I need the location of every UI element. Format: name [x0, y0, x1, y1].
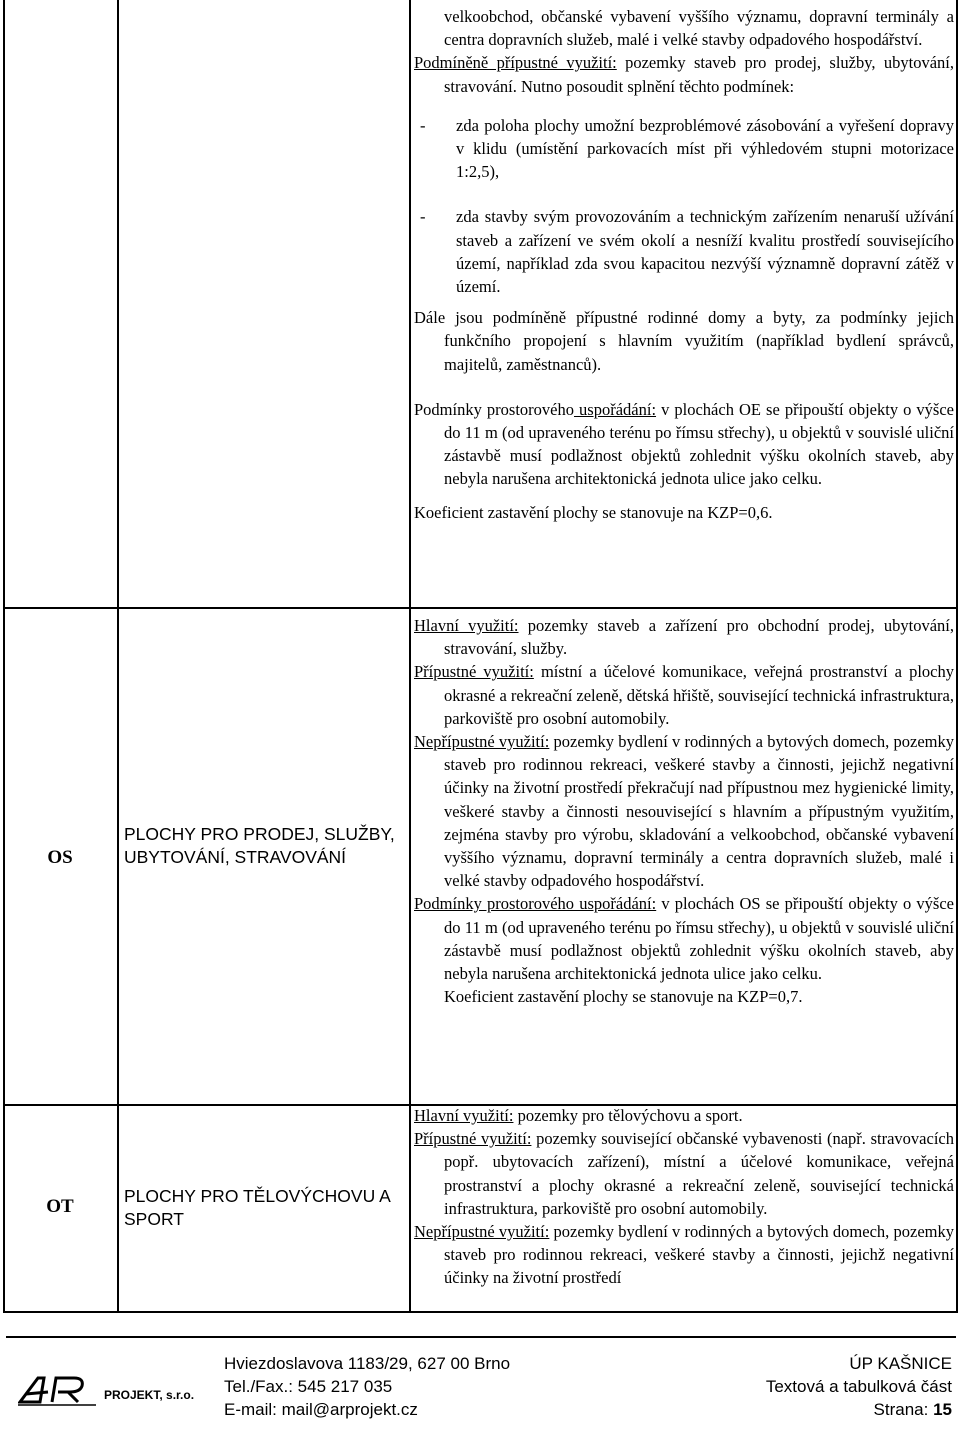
- row-name-ot: PLOCHY PRO TĚLOVÝCHOVU A SPORT: [124, 1186, 390, 1229]
- page-label: Strana:: [873, 1400, 934, 1419]
- continuation-text: [414, 5, 954, 51]
- forbidden-use-label: Nepřípustné využití:: [414, 732, 550, 752]
- main-use-label: Hlavní využití:: [414, 1106, 514, 1125]
- row-code-ot: OT: [46, 1196, 74, 1217]
- continuation-cell: [414, 5, 954, 524]
- spatial-label: Podmínky prostorového uspořádání:: [414, 894, 657, 914]
- page-indicator: [766, 1398, 952, 1421]
- spatial-conditions: [414, 892, 954, 985]
- table-col1-divider: [117, 0, 119, 1312]
- footer-address-block: [224, 1352, 510, 1421]
- allowed-use-text: místní a účelové komunikace, veřejná prostranství a plochy okrasné a rekreační zeleně, dětská hřiště, související technická infrastruktura, parkoviště pro osobní automobily.: [444, 662, 955, 728]
- spatial-label-b: uspořádání:: [573, 399, 657, 419]
- company-logo: [18, 1372, 198, 1412]
- forbidden-use-text: pozemky bydlení v rodinných a bytových domech, pozemky staveb pro rodinnou rekreaci, veškeré stavby a činnosti, jejichž negativní účinky na životní prostředí: [444, 1222, 954, 1288]
- conditional-use-text: pozemky staveb pro prodej, služby, ubytování, stravování. Nutno posoudit splnění těchto podmínek:: [444, 53, 955, 96]
- main-use: [414, 1104, 954, 1127]
- spatial-text: v plochách OS se připouští objekty o výšce do 11 m (od upraveného terénu po římsu střechy), u objektů v souvislé uliční zástavbě musí podlažnost objektů zohlednit výšku okolních staveb, aby nebyla narušena architektonická jednota ulice jako celku.: [444, 894, 954, 984]
- condition-bullet: [414, 205, 954, 298]
- continuation-line: velkoobchod, občanské vybavení vyššího významu, dopravní terminály a centra dopravních služeb, malé i velké stavby odpadového hospodářství.: [444, 7, 954, 50]
- main-use-text: pozemky pro tělovýchovu a sport.: [513, 1106, 743, 1125]
- row-code-os: OS: [47, 847, 73, 868]
- bullet-dash: -: [420, 115, 426, 135]
- forbidden-use-label: Nepřípustné využití:: [414, 1222, 550, 1242]
- forbidden-use: [414, 1220, 954, 1290]
- allowed-use-label: Přípustné využití:: [414, 1129, 532, 1149]
- allowed-use-text: pozemky související občanské vybavenosti (např. stravovacích popř. ubytovacích zařízení), místní a účelové komunikace, veřejná prostranství a plochy okrasné a rekreační zeleně, související technická infrastruktura, parkoviště pro osobní automobily.: [444, 1129, 954, 1218]
- forbidden-use-text: pozemky bydlení v rodinných a bytových domech, pozemky staveb pro rodinnou rekreaci, veškeré stavby a činnosti, jejichž negativní účinky na životní prostředí překračují nad přípustnou mez hygienické limity, veškeré stavby a činnosti nesouvisející s hlavním a přípustným využitím, zejména stavby pro výrobu, skladování a velkoobchod, občanské vybavení vyššího významu, dopravní terminály a centra dopravních služeb, malé i velké stavby odpadového hospodářství.: [444, 732, 954, 891]
- email: E-mail: mail@arprojekt.cz: [224, 1400, 418, 1419]
- main-use-text: pozemky staveb a zařízení pro obchodní prodej, ubytování, stravování, služby.: [444, 616, 954, 659]
- conditional-use: [414, 51, 954, 97]
- table-col2-divider: [409, 0, 411, 1312]
- spatial-label-a: Podmínky prostorového: [414, 399, 574, 419]
- coefficient: Koeficient zastavění plochy se stanovuje na KZP=0,7.: [444, 987, 803, 1007]
- table-bottom-border: [3, 1311, 958, 1313]
- logo-text: PROJEKT, s.r.o.: [104, 1388, 195, 1402]
- bullet-text: zda poloha plochy umožní bezproblémové zásobování a vyřešení dopravy v klidu (umístění parkovacích míst při výhledovém stupni motorizace 1:2,5),: [456, 115, 954, 182]
- bullet-dash: -: [420, 207, 426, 227]
- allowed-use: [414, 1127, 954, 1220]
- table-right-border: [956, 0, 958, 1312]
- condition-bullet: [414, 114, 954, 184]
- footer-document-info: [766, 1352, 952, 1421]
- bullet-text: zda stavby svým provozováním a technickým zařízením nenaruší užívání staveb a zařízení ve svém okolí a nesníží kvalitu prostředí souvisejícího území, například zda svou kapacitou nezvýší významně dopravní zátěž v území.: [456, 207, 954, 297]
- row-name-os: PLOCHY PRO PRODEJ, SLUŽBY, UBYTOVÁNÍ, STRAVOVÁNÍ: [124, 824, 395, 867]
- spatial-text: v plochách OE se připouští objekty o výšce do 11 m (od upraveného terénu po římsu střechy), u objektů v souvislé uliční zástavbě musí podlažnost objektů zohlednit výšku okolních staveb, aby nebyla narušena architektonická jednota ulice jako celku.: [444, 399, 955, 489]
- spatial-conditions: [414, 398, 954, 491]
- phone: Tel./Fax.: 545 217 035: [224, 1377, 393, 1396]
- allowed-use: [414, 660, 954, 730]
- conditional-use-label: Podmíněně přípustné využití:: [414, 53, 617, 73]
- coefficient: Koeficient zastavění plochy se stanovuje na KZP=0,6.: [414, 502, 773, 522]
- allowed-use-label: Přípustné využití:: [414, 662, 534, 682]
- main-use: [414, 614, 954, 660]
- table-left-border: [3, 0, 5, 1312]
- forbidden-use: [414, 730, 954, 892]
- address: Hviezdoslavova 1183/29, 627 00 Brno: [224, 1354, 511, 1373]
- project-name: ÚP KAŠNICE: [849, 1354, 952, 1373]
- main-use-label: Hlavní využití:: [414, 616, 519, 635]
- section-name: Textová a tabulková část: [765, 1377, 952, 1396]
- row-content-os: [414, 614, 954, 1008]
- row-divider-top: [3, 607, 958, 609]
- row-content-ot: [414, 1104, 954, 1290]
- further-conditional: Dále jsou podmíněně přípustné rodinné domy a byty, za podmínky jejich funkčního propojení s hlavním využitím (například bydlení správců, majitelů, zaměstnanců).: [414, 308, 954, 374]
- page-number: 15: [933, 1400, 952, 1419]
- ar-logo-icon: [18, 1372, 98, 1408]
- footer-rule: [6, 1336, 956, 1338]
